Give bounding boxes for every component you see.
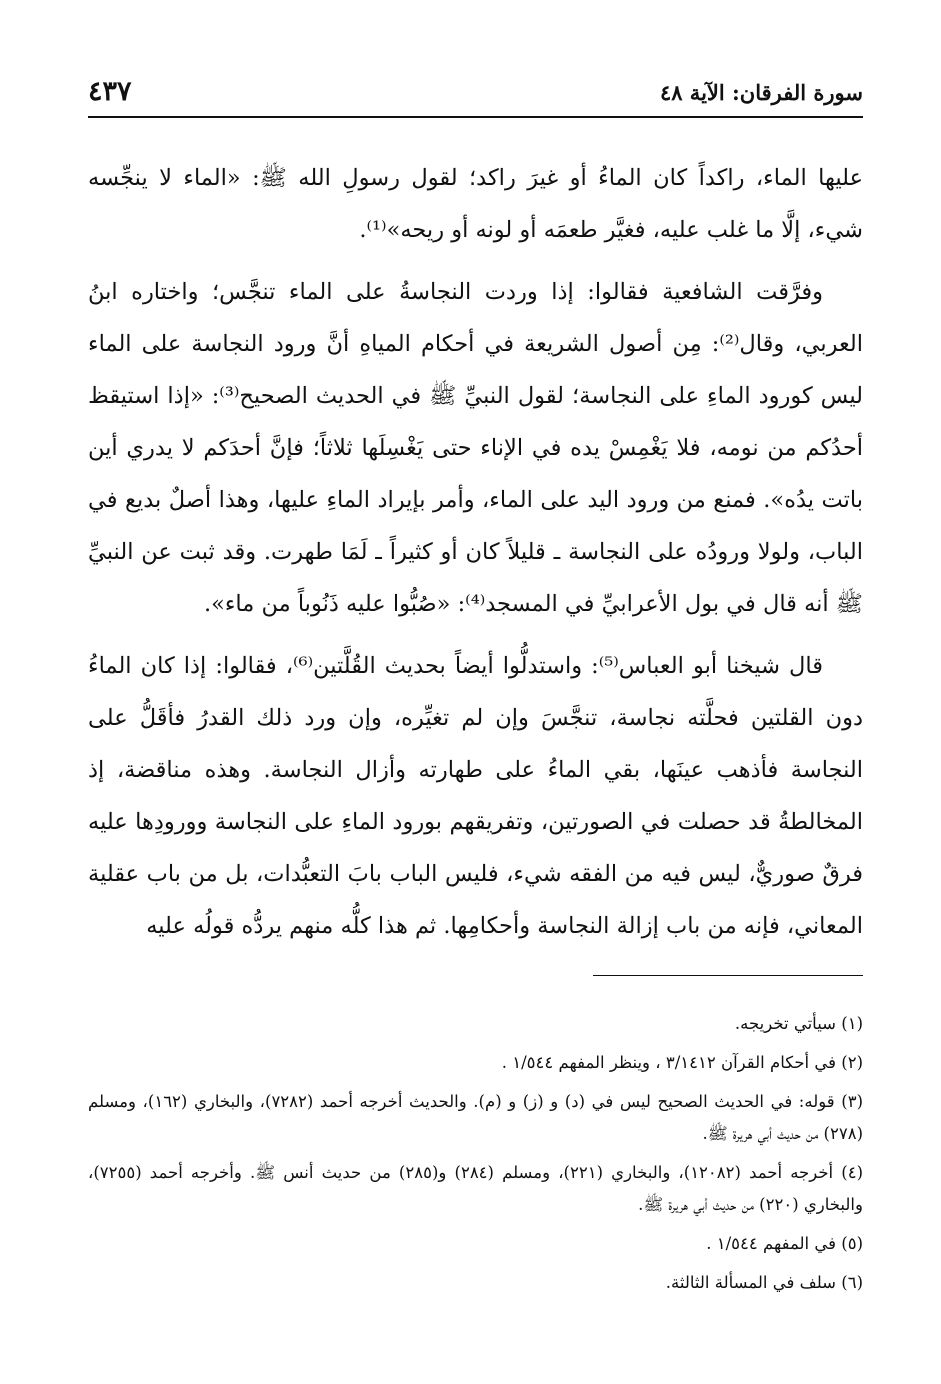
main-text bbox=[88, 152, 863, 962]
paragraph-3: قال شيخنا أبو العباس⁽⁵⁾: واستدلُّوا أيضاً بحديث القُلَّتين⁽⁶⁾، فقالوا: إذا كان الماءُ دون القلتين فحلَّته نجاسة، تنجَّسَ وإن لم تغيِّره، وإن ورد ذلك القدرُ فأقَلُّ على النجاسة فأذهب عينَها، بقي الماءُ على طهارته وأزال النجاسة. وهذه مناقضة، إذ المخالطةُ قد حصلت في الصورتين، وتفريقهم بورود الماءِ على النجاسة وورودِها عليه فرقٌ صوريٌّ، ليس فيه من الفقه شيء، فليس الباب بابَ التعبُّدات، بل من باب عقلية المعاني، فإنه من باب إزالة النجاسة وأحكامِها. ثم هذا كلُّه منهم يردُّه قولُه عليه bbox=[88, 653, 863, 939]
footnote-4: (٤) أخرجه أحمد (١٢٠٨٢)، والبخاري (٢٢١)، ومسلم (٢٨٤) و(٢٨٥) من حديث أنس ﷺ. وأخرجه أحمد (٧٢٥٥)، والبخاري (٢٢٠) من حديث أبي هريرة ﷺ. bbox=[88, 1163, 864, 1214]
footnote-2: (٢) في أحكام القرآن ٣/١٤١٢ ، وينظر المفهم ١/٥٤٤ . bbox=[501, 1053, 863, 1072]
page-number: ٤٣٧ bbox=[88, 76, 132, 107]
paragraph-2: وفرَّقت الشافعية فقالوا: إذا وردت النجاسةُ على الماء تنجَّس؛ واختاره ابنُ العربي، وقال⁽²⁾: مِن أصول الشريعة في أحكام المياهِ أنَّ ورود النجاسة على الماء ليس كورود الماءِ على النجاسة؛ لقول النبيِّ ﷺ في الحديث الصحيح⁽³⁾: «إذا استيقظ أحدُكم من نومه، فلا يَغْمِسْ يده في الإناء حتى يَغْسِلَها ثلاثاً؛ فإنَّ أحدَكم لا يدري أين باتت يدُه». فمنع من ورود اليد على الماء، وأمر بإيراد الماءِ عليها، وهذا أصلٌ بديع في الباب، ولولا ورودُه على النجاسة ـ قليلاً كان أو كثيراً ـ لَمَا طهرت. وقد ثبت عن النبيِّ ﷺ أنه قال في بول الأعرابيِّ في المسجد⁽⁴⁾: «صُبُّوا عليه ذَنُوباً من ماء». bbox=[88, 279, 864, 617]
footnote-3: (٣) قوله: في الحديث الصحيح ليس في (د) و (ز) و (م). والحديث أخرجه أحمد (٧٢٨٢)، والبخاري (١٦٢)، ومسلم (٢٧٨) من حديث أبي هريرة ﷺ. bbox=[88, 1092, 863, 1143]
running-header bbox=[88, 72, 863, 112]
footnote-5: (٥) في المفهم ١/٥٤٤ . bbox=[706, 1234, 863, 1253]
header-rule bbox=[88, 116, 863, 118]
paragraph-1: عليها الماء، راكداً كان الماءُ أو غيرَ راكد؛ لقول رسولِ الله ﷺ: «الماء لا ينجِّسه شيء، إلَّا ما غلب عليه، فغيَّر طعمَه أو لونه أو ريحه»⁽¹⁾. bbox=[88, 165, 863, 243]
running-title: سورة الفرقان: الآية ٤٨ bbox=[659, 80, 863, 105]
footnote-6: (٦) سلف في المسألة الثالثة. bbox=[665, 1273, 863, 1292]
footnote-separator bbox=[593, 975, 863, 976]
footnotes bbox=[88, 1008, 863, 1306]
book-page bbox=[88, 0, 863, 1384]
footnote-1: (١) سيأتي تخريجه. bbox=[734, 1014, 863, 1033]
